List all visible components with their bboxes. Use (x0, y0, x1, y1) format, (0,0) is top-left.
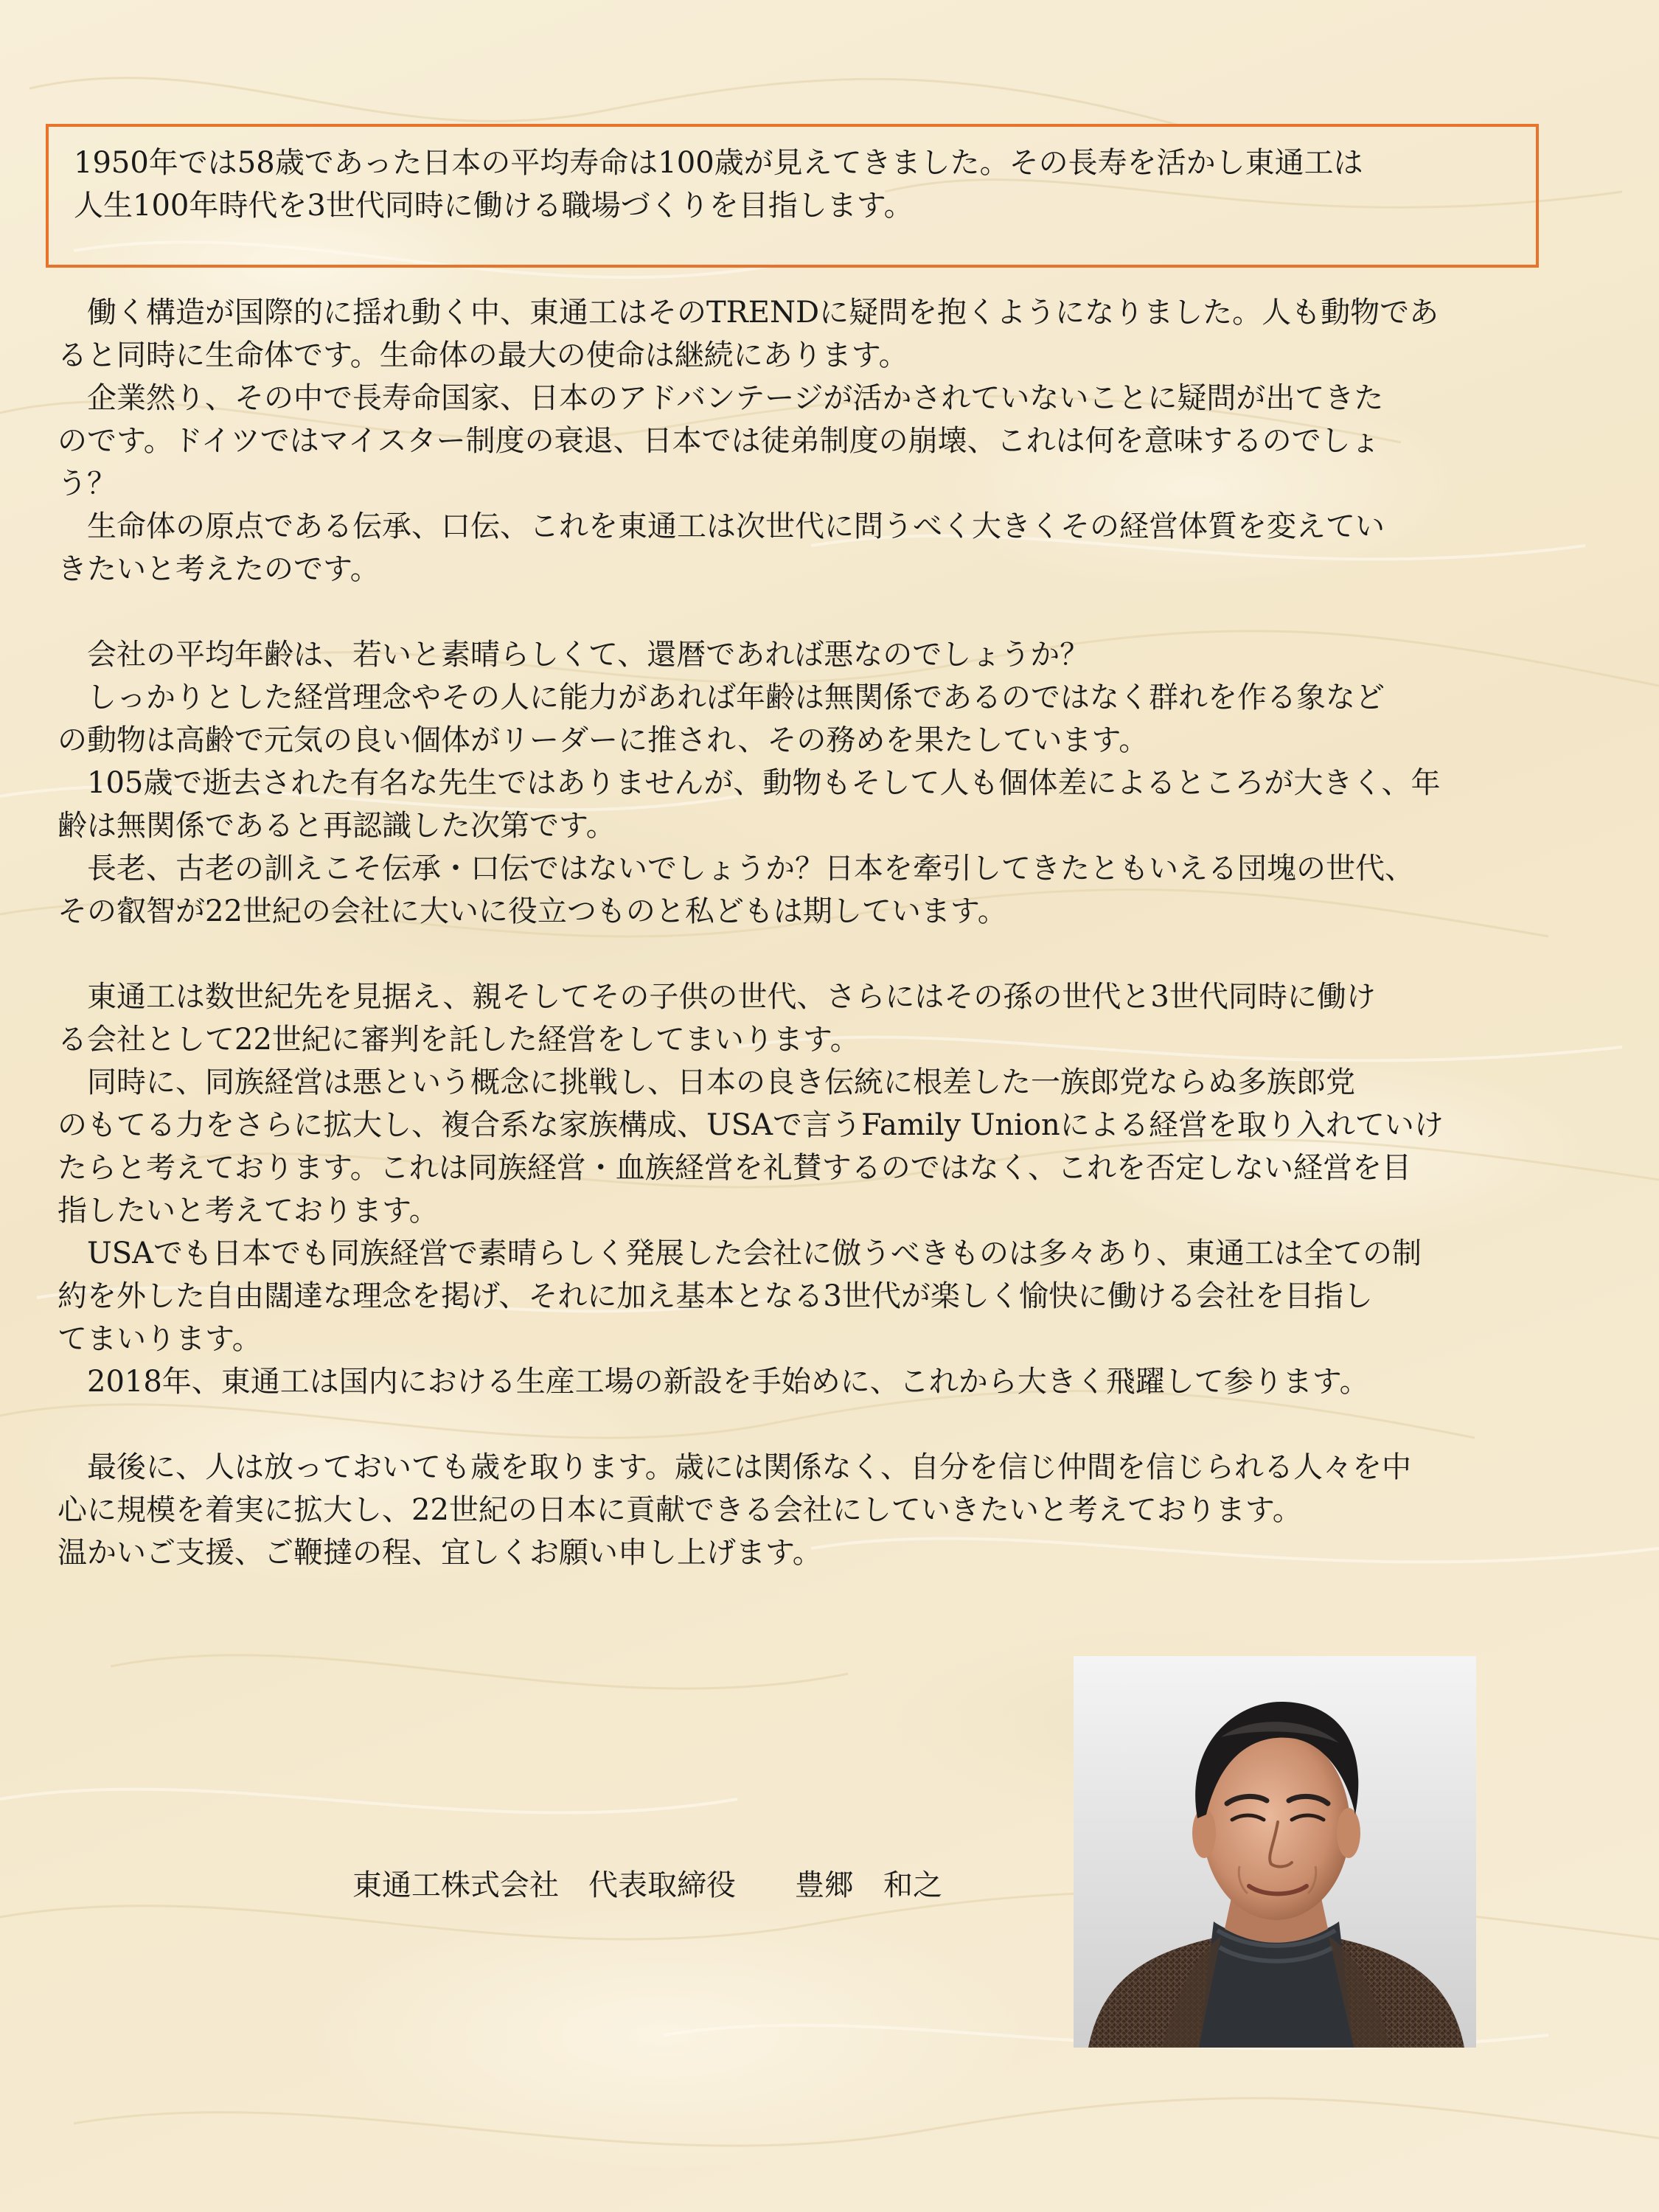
body-line: 最後に、人は放っておいても歳を取ります。歳には関係なく、自分を信じ仲間を信じられる人々を中 (58, 1450, 1411, 1484)
ceo-portrait (1074, 1656, 1476, 2048)
body-line: 齢は無関係であると再認識した次第です。 (58, 809, 616, 843)
body-line: 会社の平均年齢は、若いと素晴らしくて、還暦であれば悪なのでしょうか？ (58, 638, 1090, 672)
body-line: 105歳で逝去された有名な先生ではありませんが、動物もそして人も個体差によるところが大きく、年 (58, 766, 1441, 800)
body-line: 同時に、同族経営は悪という概念に挑戦し、日本の良き伝統に根差した一族郎党ならぬ多族郎党 (58, 1065, 1355, 1099)
body-line: 長老、古老の訓えこそ伝承・口伝ではないでしょうか？日本を牽引してきたともいえる団塊の世代、 (58, 852, 1414, 886)
notice-box (46, 124, 1539, 268)
body-line: しっかりとした経営理念やその人に能力があれば年齢は無関係であるのではなく群れを作る象など (58, 681, 1385, 714)
body-line: 働く構造が国際的に揺れ動く中、東通工はそのTRENDに疑問を抱くようになりました。人も動物であ (58, 296, 1439, 330)
body-line: 2018年、東通工は国内における生産工場の新設を手始めに、これから大きく飛躍して参ります。 (58, 1365, 1369, 1399)
paragraph-gap (58, 1403, 1613, 1446)
body-line: のです。ドイツではマイスター制度の衰退、日本では徒弟制度の崩壊、これは何を意味するのでしょ (58, 424, 1380, 458)
body-line: 東通工は数世紀先を見据え、親そしてその子供の世代、さらにはその孫の世代と3世代同時に働け (58, 980, 1376, 1014)
body-line: のもてる力をさらに拡大し、複合系な家族構成、USAで言うFamily Unionによる経営を取り入れていけ (58, 1108, 1444, 1142)
paragraph-gap (58, 933, 1613, 975)
body-line: その叡智が22世紀の会社に大いに役立つものと私どもは期しています。 (58, 894, 1007, 928)
notice-line-2: 人生100年時代を3世代同時に働ける職場づくりを目指します。 (74, 189, 914, 223)
body-line: 生命体の原点である伝承、口伝、これを東通工は次世代に問うべく大きくその経営体質を変えてい (58, 509, 1385, 543)
body-line: 約を外した自由闊達な理念を掲げ、それに加え基本となる3世代が楽しく愉快に働ける会社を目指し (58, 1279, 1373, 1313)
signature-line: 東通工株式会社 代表取締役 豊郷 和之 (352, 1868, 942, 1902)
body-line: 指したいと考えております。 (58, 1194, 439, 1228)
body-line: う？ (58, 467, 116, 501)
body-line: 心に規模を着実に拡大し、22世紀の日本に貢献できる会社にしていきたいと考えております。 (58, 1493, 1302, 1527)
body-line: USAでも日本でも同族経営で素晴らしく発展した会社に倣うべきものは多々あり、東通工は全ての制 (58, 1237, 1422, 1270)
body-line: てまいります。 (58, 1322, 262, 1356)
body-line: たらと考えております。これは同族経営・血族経営を礼賛するのではなく、これを否定しない経営を目 (58, 1151, 1411, 1185)
body-line: 温かいご支援、ご鞭撻の程、宜しくお願い申し上げます。 (58, 1536, 822, 1570)
body-line: 企業然り、その中で長寿命国家、日本のアドバンテージが活かされていないことに疑問が出てきた (58, 381, 1384, 415)
body-line: きたいと考えたのです。 (58, 552, 380, 586)
notice-line-1: 1950年では58歳であった日本の平均寿命は100歳が見えてきました。その長寿を活かし東通工は (74, 146, 1363, 180)
paragraph-gap (58, 591, 1613, 633)
body-line: ると同時に生命体です。生命体の最大の使命は継続にあります。 (58, 338, 908, 372)
body-line: の動物は高齢で元気の良い個体がリーダーに推され、その務めを果たしています。 (58, 723, 1149, 757)
body-line: る会社として22世紀に審判を託した経営をしてまいります。 (58, 1023, 860, 1057)
message-body (58, 291, 1613, 1574)
